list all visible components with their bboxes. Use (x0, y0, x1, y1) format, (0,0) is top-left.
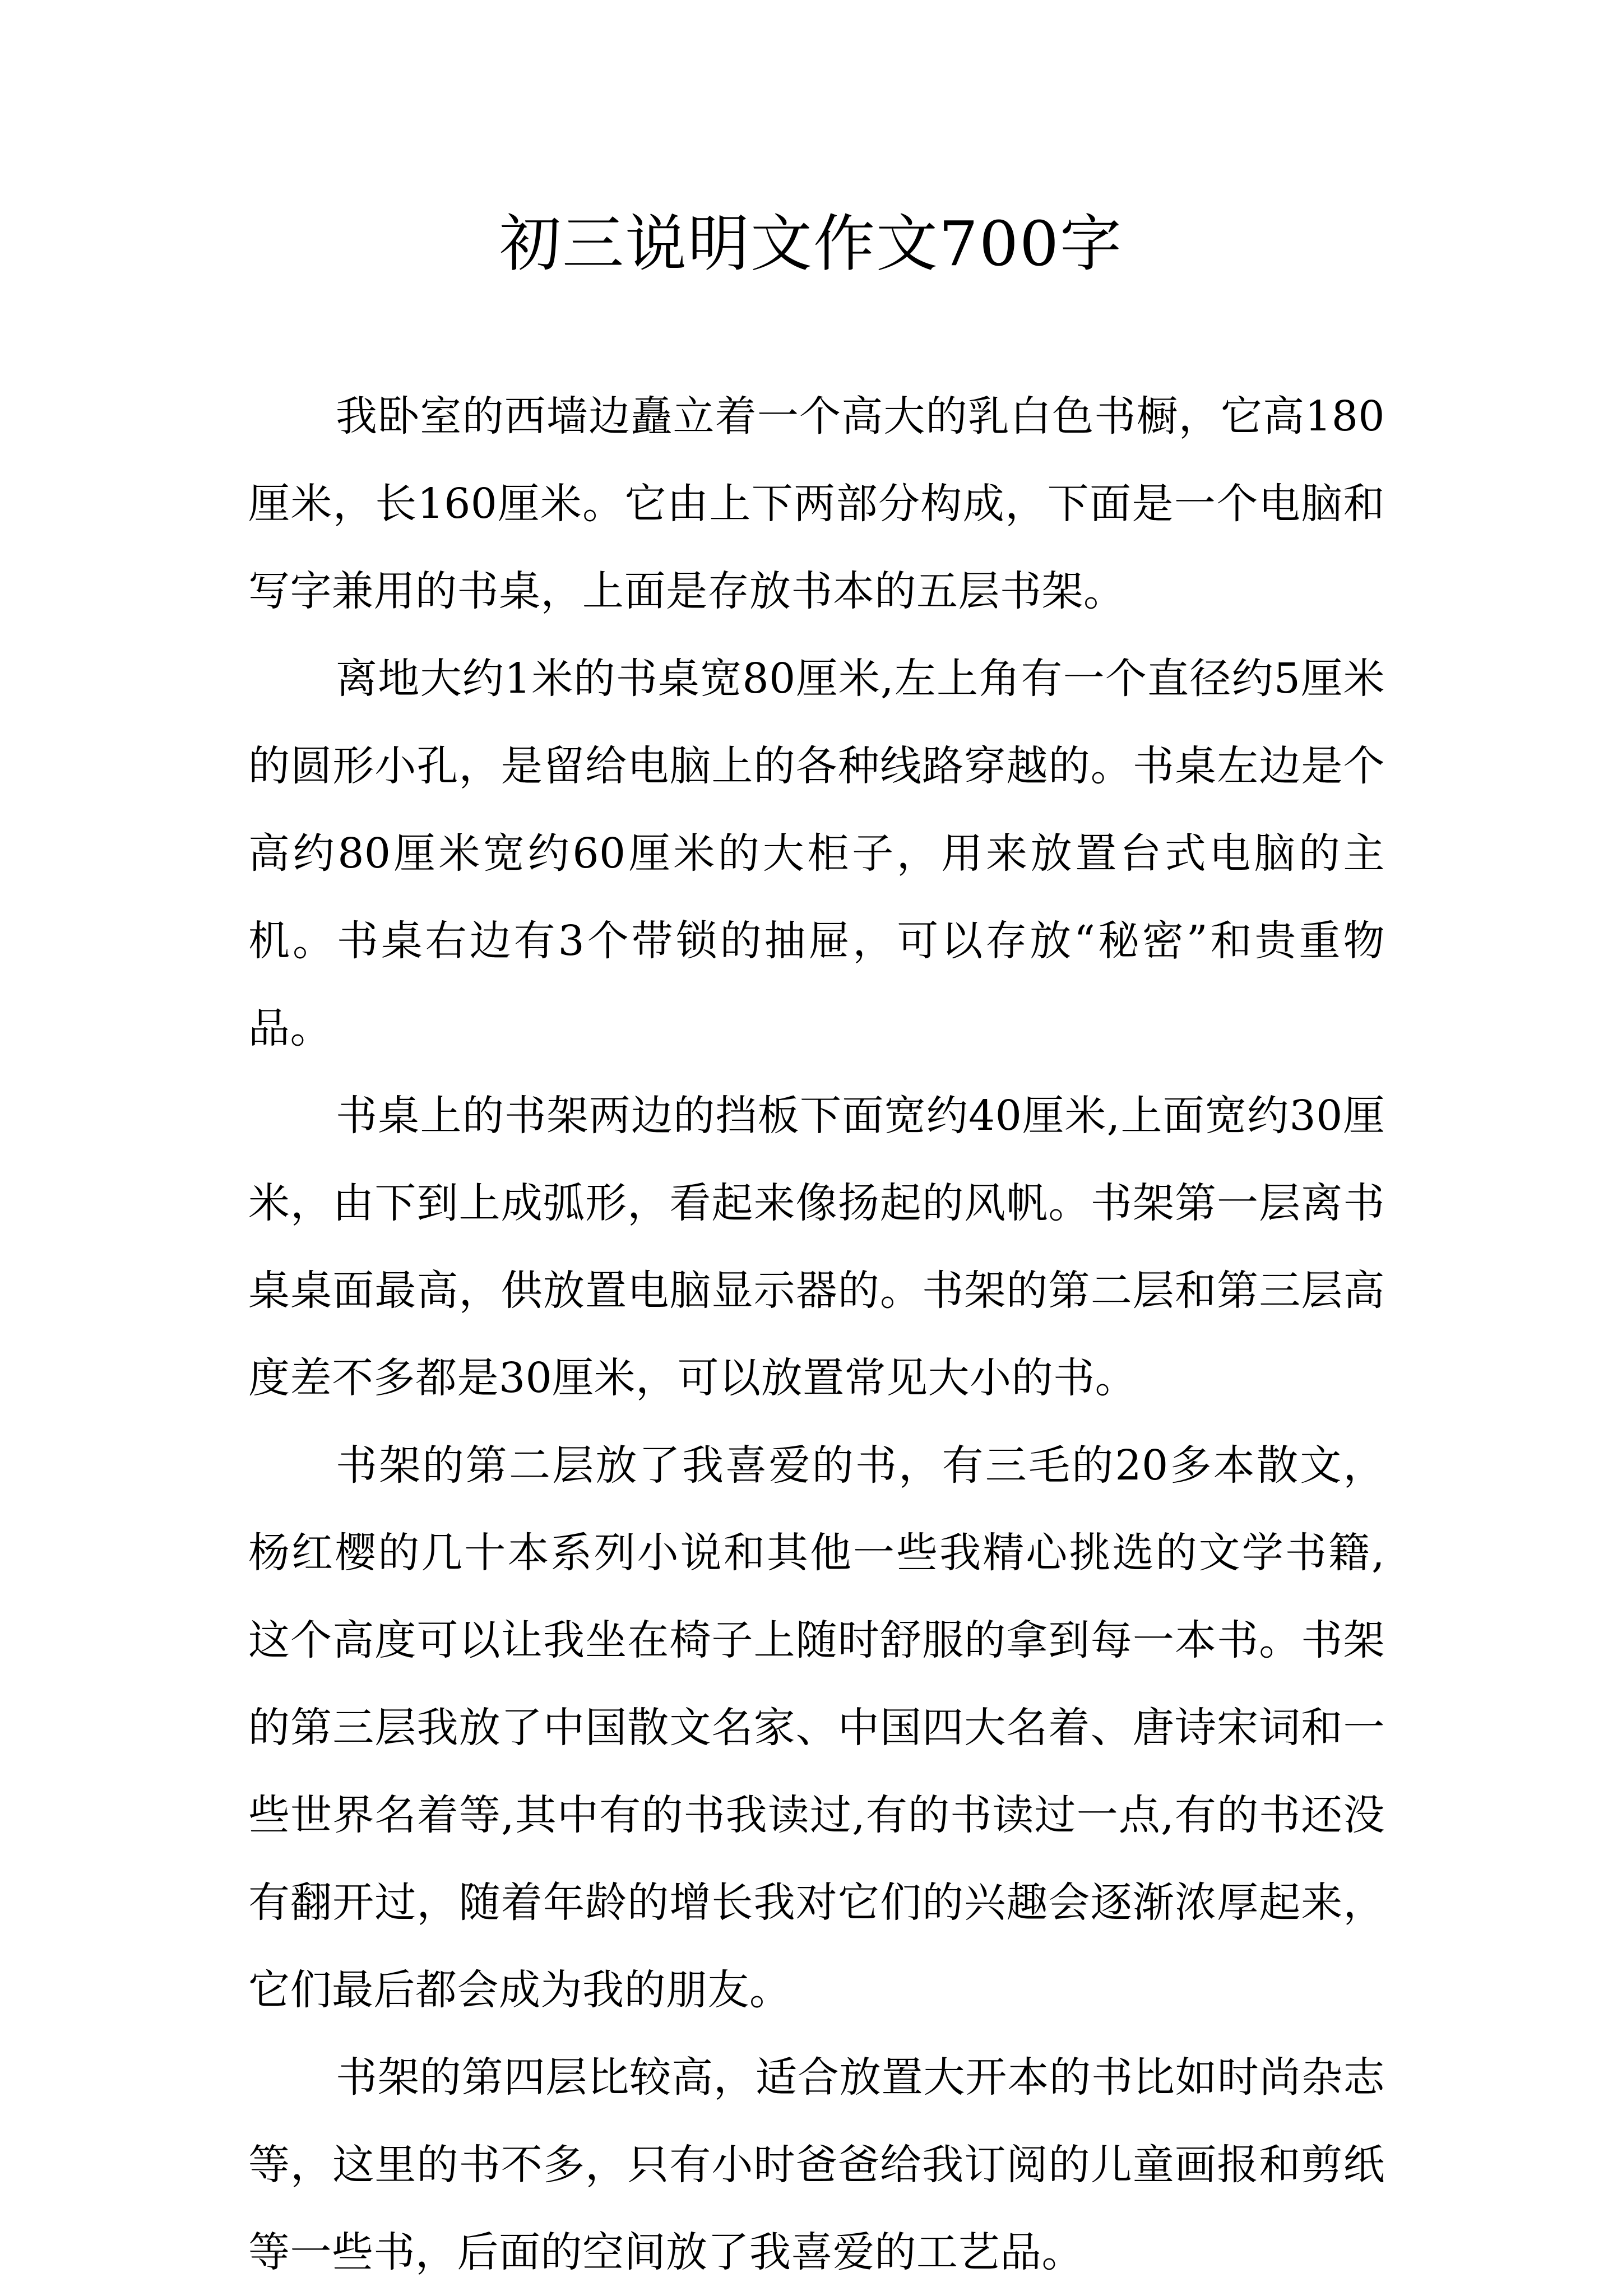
document-body (248, 373, 1385, 2296)
paragraph-5: 书架的第四层比较高，适合放置大开本的书比如时尚杂志等，这里的书不多，只有小时爸爸给我订阅的儿童画报和剪纸等一些书，后面的空间放了我喜爱的工艺品。 (248, 2053, 1385, 2276)
paragraph-2: 离地大约1米的书桌宽80厘米,左上角有一个直径约5厘米的圆形小孔，是留给电脑上的各种线路穿越的。书桌左边是个高约80厘米宽约60厘米的大柜子，用来放置台式电脑的主机。书桌右边有3个带锁的抽屉，可以存放“秘密”和贵重物品。 (248, 655, 1385, 1052)
paragraph-4: 书架的第二层放了我喜爱的书，有三毛的20多本散文，杨红樱的几十本系列小说和其他一些我精心挑选的文学书籍,这个高度可以让我坐在椅子上随时舒服的拿到每一本书。书架的第三层我放了中国散文名家、中国四大名着、唐诗宋词和一些世界名着等,其中有的书我读过,有的书读过一点,有的书还没有翻开过，随着年龄的增长我对它们的兴趣会逐渐浓厚起来，它们最后都会成为我的朋友。 (248, 1441, 1385, 2014)
paragraph-1: 我卧室的西墙边矗立着一个高大的乳白色书橱，它高180厘米，长160厘米。它由上下两部分构成，下面是一个电脑和写字兼用的书桌，上面是存放书本的五层书架。 (248, 392, 1385, 615)
document-title: 初三说明文作文700字 (499, 208, 1123, 280)
paragraph-3: 书桌上的书架两边的挡板下面宽约40厘米,上面宽约30厘米，由下到上成弧形，看起来像扬起的风帆。书架第一层离书桌桌面最高，供放置电脑显示器的。书架的第二层和第三层高度差不多都是30厘米，可以放置常见大小的书。 (248, 1092, 1385, 1402)
